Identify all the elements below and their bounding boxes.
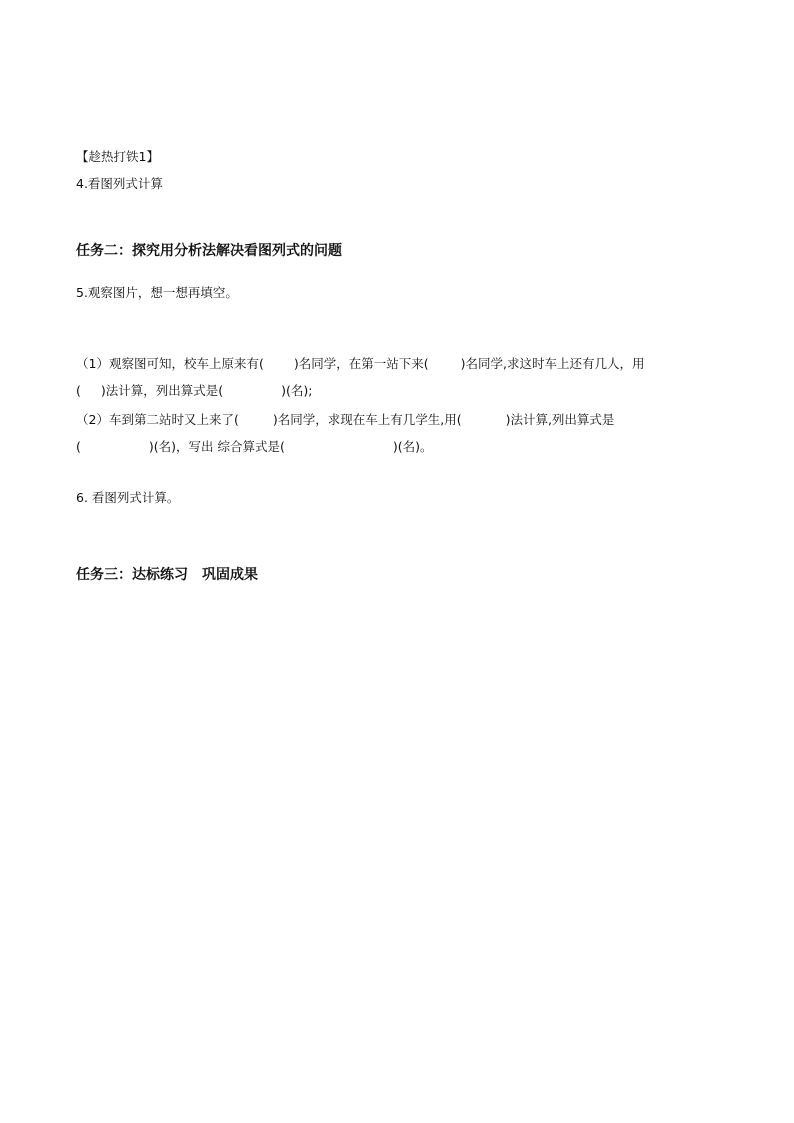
- q5-1-text-b: )名同学，在第一站下来(: [293, 356, 429, 371]
- q5-1-text-c: )名同学,求这时车上还有几人，用: [460, 356, 645, 371]
- q5-2-text-a: （2）车到第二站时又上来了(: [76, 412, 239, 427]
- q5-2-text-d: (: [76, 439, 81, 454]
- q5-2-text-b: )名同学，求现在车上有几学生,用(: [272, 412, 462, 427]
- section-tag: 【趁热打铁1】: [76, 149, 159, 164]
- question-5: 5.观察图片，想一想再填空。: [76, 285, 238, 300]
- q5-1-text-a: （1）观察图可知，校车上原来有(: [76, 356, 264, 371]
- q5-1-text-d: (: [76, 383, 81, 398]
- q5-1-text-f: )(名);: [281, 383, 313, 398]
- question-4: 4.看图列式计算: [76, 176, 163, 191]
- task2-heading: 任务二：探究用分析法解决看图列式的问题: [76, 243, 342, 259]
- q5-1-text-e: )法计算，列出算式是(: [100, 383, 224, 398]
- question-5-2-line1: [76, 411, 614, 429]
- q5-2-text-c: )法计算,列出算式是: [505, 412, 615, 427]
- q5-2-text-e: )(名)，写出 综合算式是(: [148, 439, 285, 454]
- question-5-1-line1: [76, 355, 644, 373]
- q5-2-text-f: )(名)。: [392, 439, 433, 454]
- question-6: 6. 看图列式计算。: [76, 490, 180, 505]
- question-5-2-line2: [76, 438, 433, 456]
- question-5-1-line2: [76, 382, 313, 400]
- task3-heading: 任务三：达标练习 巩固成果: [76, 567, 258, 583]
